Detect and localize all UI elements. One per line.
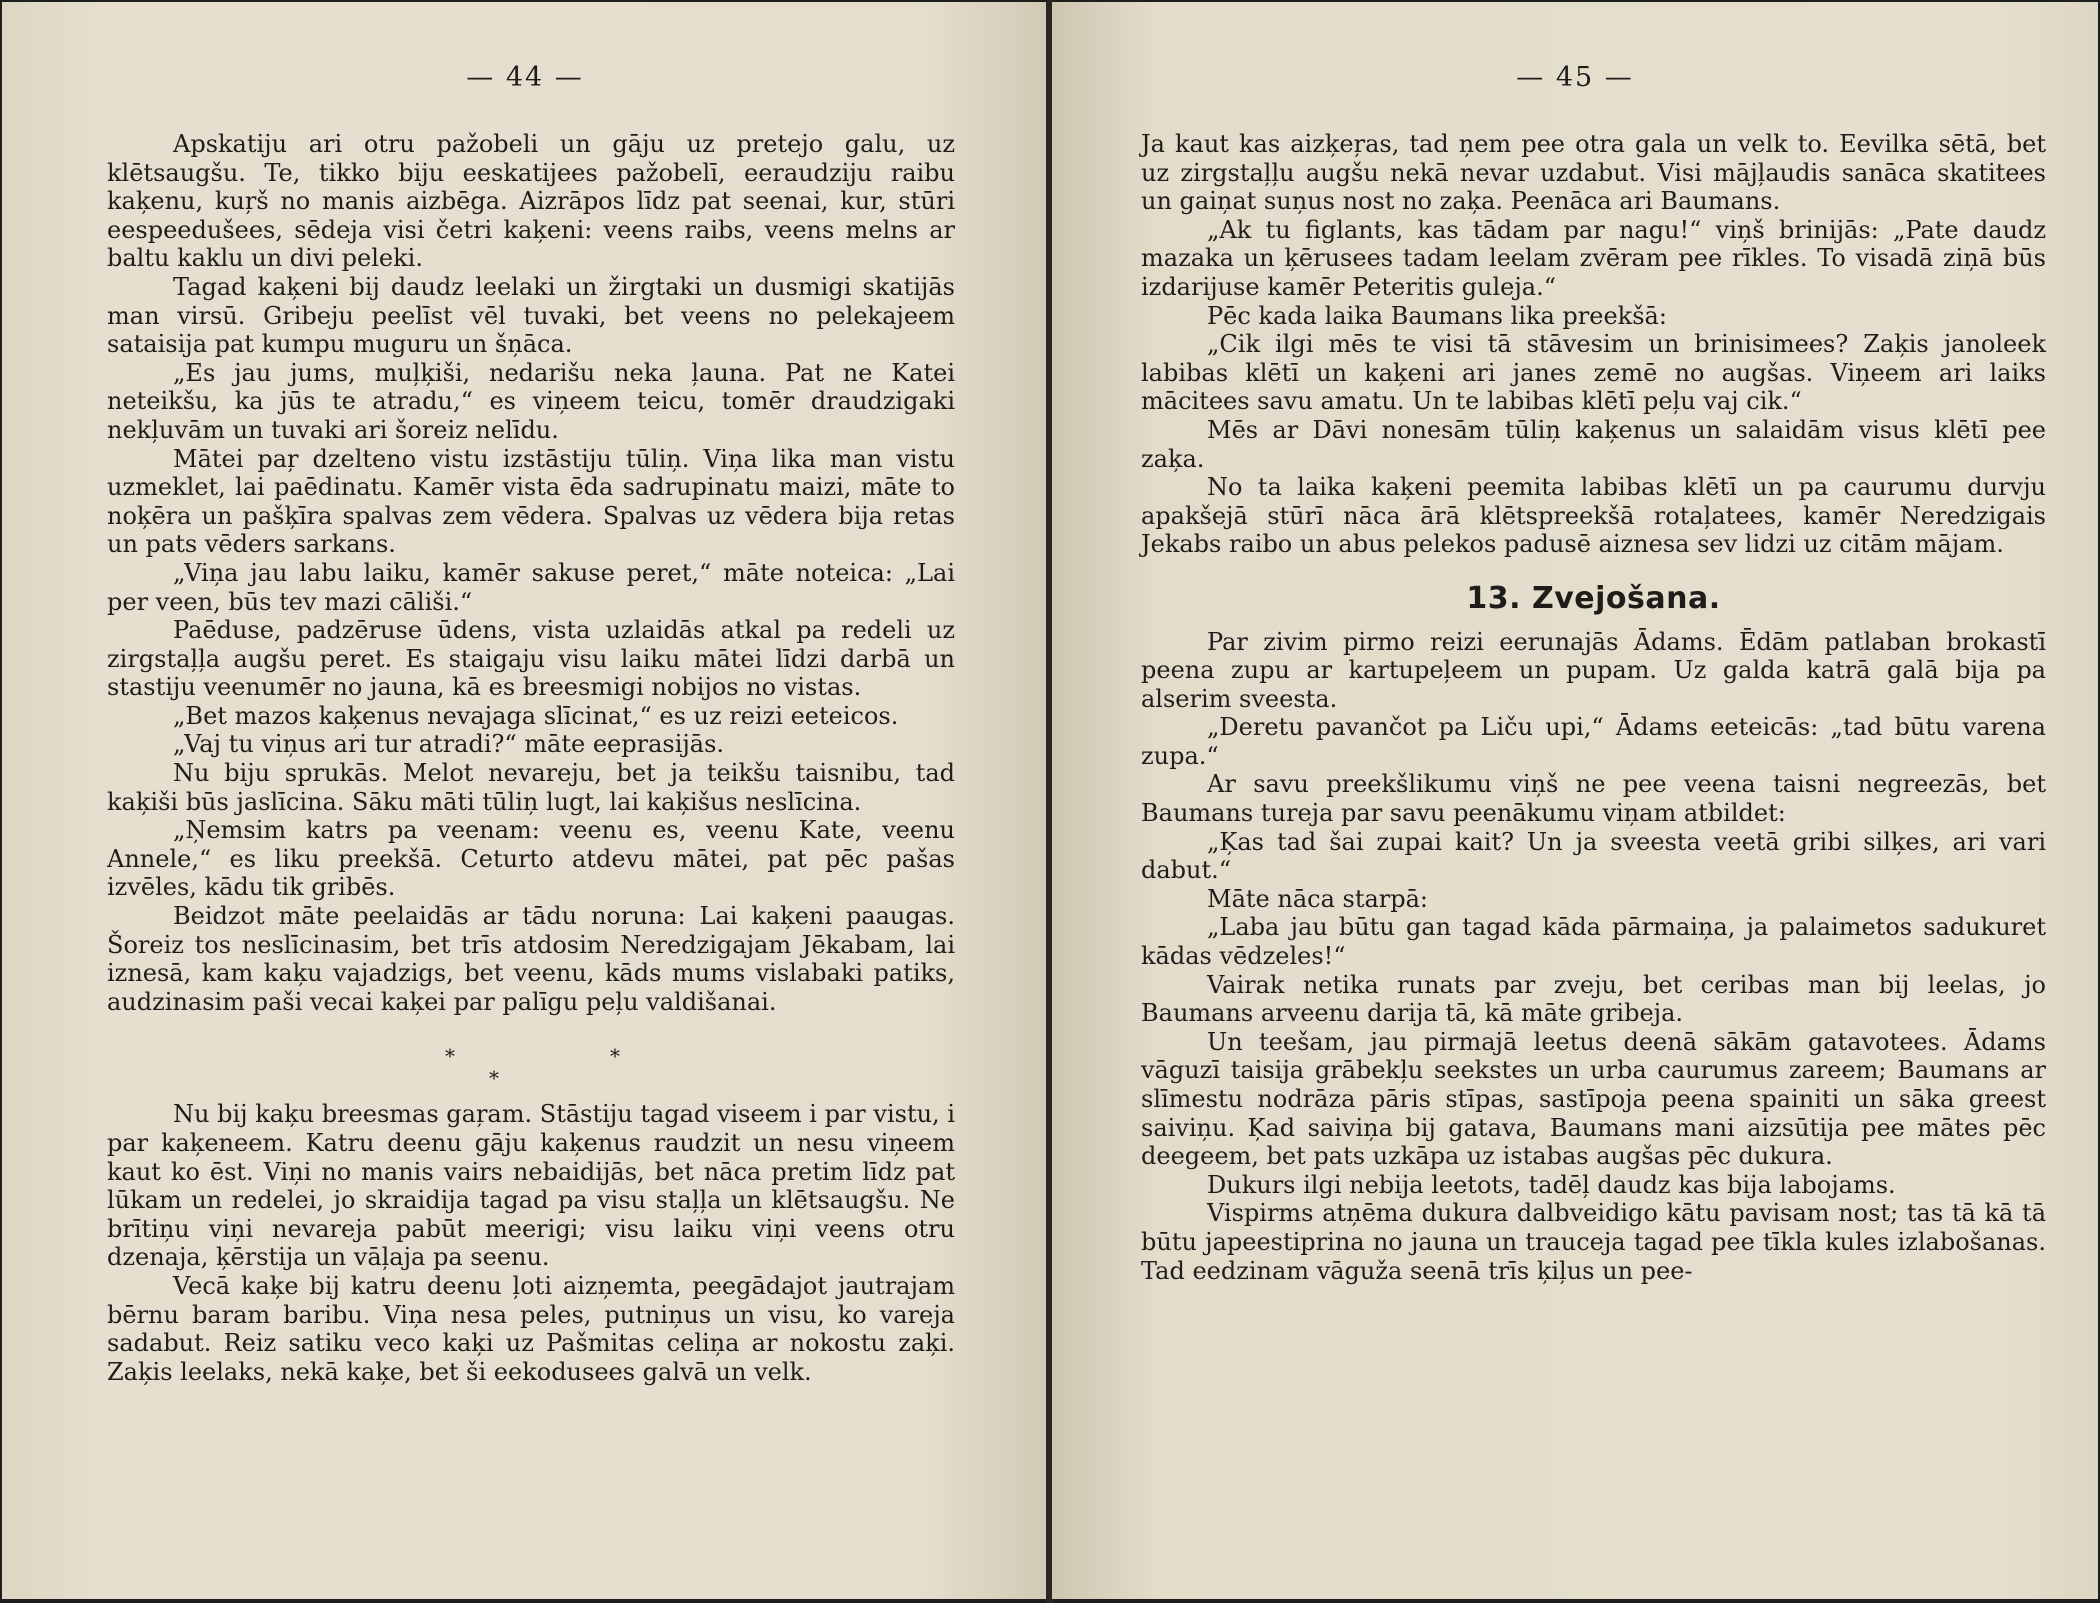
paragraph: Par zivim pirmo reizi eerunajās Ādams. Ēdām patlaban brokastī peena zupu ar kartupeļeem un pupam. Uz galda katrā galā bija pa alserim sveesta. (1141, 627, 2046, 713)
page-number: — 44 — (466, 62, 584, 93)
paragraph: Vecā kaķe bij katru deenu ļoti aizņemta, peegādajot jautrajam bērnu baram baribu. Viņa nesa peles, putniņus un visu, ko vareja sadabut. Reiz satiku veco kaķi uz Pašmitas celiņa ar nokostu zaķi. Zaķis leelaks, nekā kaķe, bet ši eekodusees galvā un velk. (107, 1271, 955, 1386)
paragraph: Tagad kaķeni bij daudz leelaki un žirgtaki un dusmigi skatijās man virsū. Gribeju peelīst vēl tuvaki, bet veens no pelekajeem sataisija pat kumpu muguru un šņāca. (107, 272, 955, 359)
paragraph: „Ķas tad šai zupai kait? Un ja sveesta veetā gribi silķes, ari vari dabut.“ (1141, 827, 2046, 885)
paragraph: „Vaj tu viņus ari tur atradi?“ māte eeprasijās. (173, 730, 725, 759)
paragraph: „Deretu pavančot pa Liču upi,“ Ādams eeteicās: „tad būtu varena zupa.“ (1141, 713, 2046, 770)
paragraph: „Bet mazos kaķenus nevajaga slīcinat,“ es uz reizi eeteicos. (173, 701, 899, 730)
separator-asterisk: * (445, 1044, 455, 1069)
right-page (1052, 2, 2098, 1599)
paragraph: „Cik ilgi mēs te visi tā stāvesim un brinisimees? Zaķis janoleek labibas klētī un kaķeni ari janes zemē no augšas. Viņeem ari laiks mācitees savu amatu. Un te labibas klētī peļu vaj cik.“ (1141, 330, 2046, 416)
paragraph: Nu bij kaķu breesmas gaŗam. Stāstiju tagad viseem i par vistu, i par kaķeneem. Katru deenu gāju kaķenus raudzit un nesu viņeem kaut ko ēst. Viņi no manis vairs nebaidijās, bet nāca pretim līdz pat lūkam un redelei, jo skraidija tagad pa visu staļļa un klētsaugšu. Ne brītiņu viņi nevareja pabūt meerigi; visu laiku viņi veens otru dzenaja, ķērstija un vāļaja pa seenu. (107, 1100, 955, 1272)
paragraph: Apskatiju ari otru pažobeli un gāju uz pretejo galu, uz klētsaugšu. Te, tikko biju eeskatijees pažobelī, eeraudziju raibu kaķenu, kuŗš no manis aizbēga. Aizrāpos līdz pat seenai, kur, stūri eespeedušees, sēdeja visi četri kaķeni: veens raibs, veens melns ar baltu kaklu un divi peleki. (107, 130, 955, 273)
separator-asterisk: * (610, 1044, 620, 1069)
paragraph: „Ņemsim katrs pa veenam: veenu es, veenu Kate, veenu Annele,“ es liku preekšā. Ceturto atdevu mātei, pat pēc pašas izvēles, kādu tik gribēs. (107, 816, 955, 902)
paragraph: Vispirms atņēma dukura dalbveidigo kātu pavisam nost; tas tā kā tā būtu japeestiprina no jauna un trauceja tagad pee tīkla kules izlabošanas. Tad eedzinam vāguža seenā trīs ķiļus un pee- (1141, 1199, 2046, 1285)
paragraph: Māte nāca starpā: (1207, 884, 1429, 913)
section-separator (107, 1022, 955, 1094)
page-text (1141, 130, 2046, 1285)
paragraph: „Laba jau būtu gan tagad kāda pārmaiņa, ja palaimetos sadukuret kādas vēdzeles!“ (1141, 913, 2046, 971)
paragraph: Ar savu preekšlikumu viņš ne pee veena taisni negreezās, bet Baumans tureja par savu peenākumu viņam atbildet: (1141, 770, 2046, 828)
paragraph: Mātei paŗ dzelteno vistu izstāstiju tūliņ. Viņa lika man vistu uzmeklet, lai paēdinatu. Kamēr vista ēda sadrupinatu maizi, māte to noķēra un pašķīra spalvas zem vēdera. Spalvas uz vēdera bija retas un pats vēders sarkans. (107, 444, 955, 559)
paragraph: Mēs ar Dāvi nonesām tūliņ kaķenus un salaidām visus klētī pee zaķa. (1141, 415, 2046, 473)
separator-asterisk: * (489, 1066, 499, 1091)
paragraph: Vairak netika runats par zveju, bet ceribas man bij leelas, jo Baumans arveenu darija tā, kā māte gribeja. (1141, 970, 2046, 1028)
paragraph: „Es jau jums, muļķiši, nedarišu neka ļauna. Pat ne Katei neteikšu, ka jūs te atradu,“ es viņeem teicu, tomēr draudzigaki nekļuvām un tuvaki ari šoreiz nelīdu. (107, 358, 955, 444)
page-text (107, 130, 955, 1386)
paragraph: Nu biju sprukās. Melot nevareju, bet ja teikšu taisnibu, tad kaķiši būs jaslīcina. Sāku māti tūliņ lugt, lai kaķišus neslīcina. (107, 759, 955, 816)
paragraph: „Viņa jau labu laiku, kamēr sakuse peret,“ māte noteica: „Lai per veen, būs tev mazi cāliši.“ (107, 558, 955, 616)
paragraph: Paēduse, padzēruse ūdens, vista uzlaidās atkal pa redeli uz zirgstaļļa augšu peret. Es staigaju visu laiku mātei līdzi darbā un stastiju veenumēr no jauna, kā es breesmigi nobijos no vistas. (107, 616, 955, 702)
paragraph: Beidzot māte peelaidās ar tādu noruna: Lai kaķeni paaugas. Šoreiz tos neslīcinasim, bet trīs atdosim Neredzigajam Jēkabam, lai iznesā, kam kaķu vajadzigs, bet veenu, kāds mums vislabaki patiks, audzinasim paši vecai kaķei par palīgu peļu valdišanai. (107, 902, 955, 1016)
paragraph: Pēc kada laika Baumans lika preekšā: (1207, 301, 1667, 330)
page-number: — 45 — (1516, 62, 1634, 93)
paragraph: Dukurs ilgi nebija leetots, tadēļ daudz kas bija labojams. (1207, 1170, 1896, 1199)
paragraph: Ja kaut kas aizķeŗas, tad ņem pee otra gala un velk to. Eevilka sētā, bet uz zirgstaļļu augšu nekā nevar uzdabut. Visi mājļaudis sanāca skatitees un gaiņat suņus nost no zaķa. Peenāca ari Baumans. (1141, 130, 2046, 216)
chapter-heading: 13. Zvejošana. (1466, 580, 1721, 616)
paragraph: „Ak tu figlants, kas tādam par nagu!“ viņš brinijās: „Pate daudz mazaka un ķērusees tadam leelam zvēram pee rīkles. To visadā ziņā būs izdarijuse kamēr Peteritis guleja.“ (1141, 215, 2046, 301)
left-page (2, 2, 1048, 1599)
paragraph: Un teešam, jau pirmajā leetus deenā sākām gatavotees. Ādams vāguzī taisija grābekļu seekstes un urba caurumus zareem; Baumans ar slīmestu nodrāza pāris stīpas, sastīpoja peena spainiti un sāka greest saiviņu. Ķad saiviņa bij gatava, Baumans mani aizsūtija pee mātes pēc deegeem, bet pats uzkāpa uz istabas augšas pēc dukura. (1141, 1027, 2046, 1171)
paragraph: No ta laika kaķeni peemita labibas klētī un pa caurumu durvju apakšejā stūrī nāca ārā klētspreekšā rotaļatees, kamēr Neredzigais Jekabs raibo un abus pelekos padusē aiznesa sev lidzi uz citām mājam. (1141, 473, 2046, 559)
